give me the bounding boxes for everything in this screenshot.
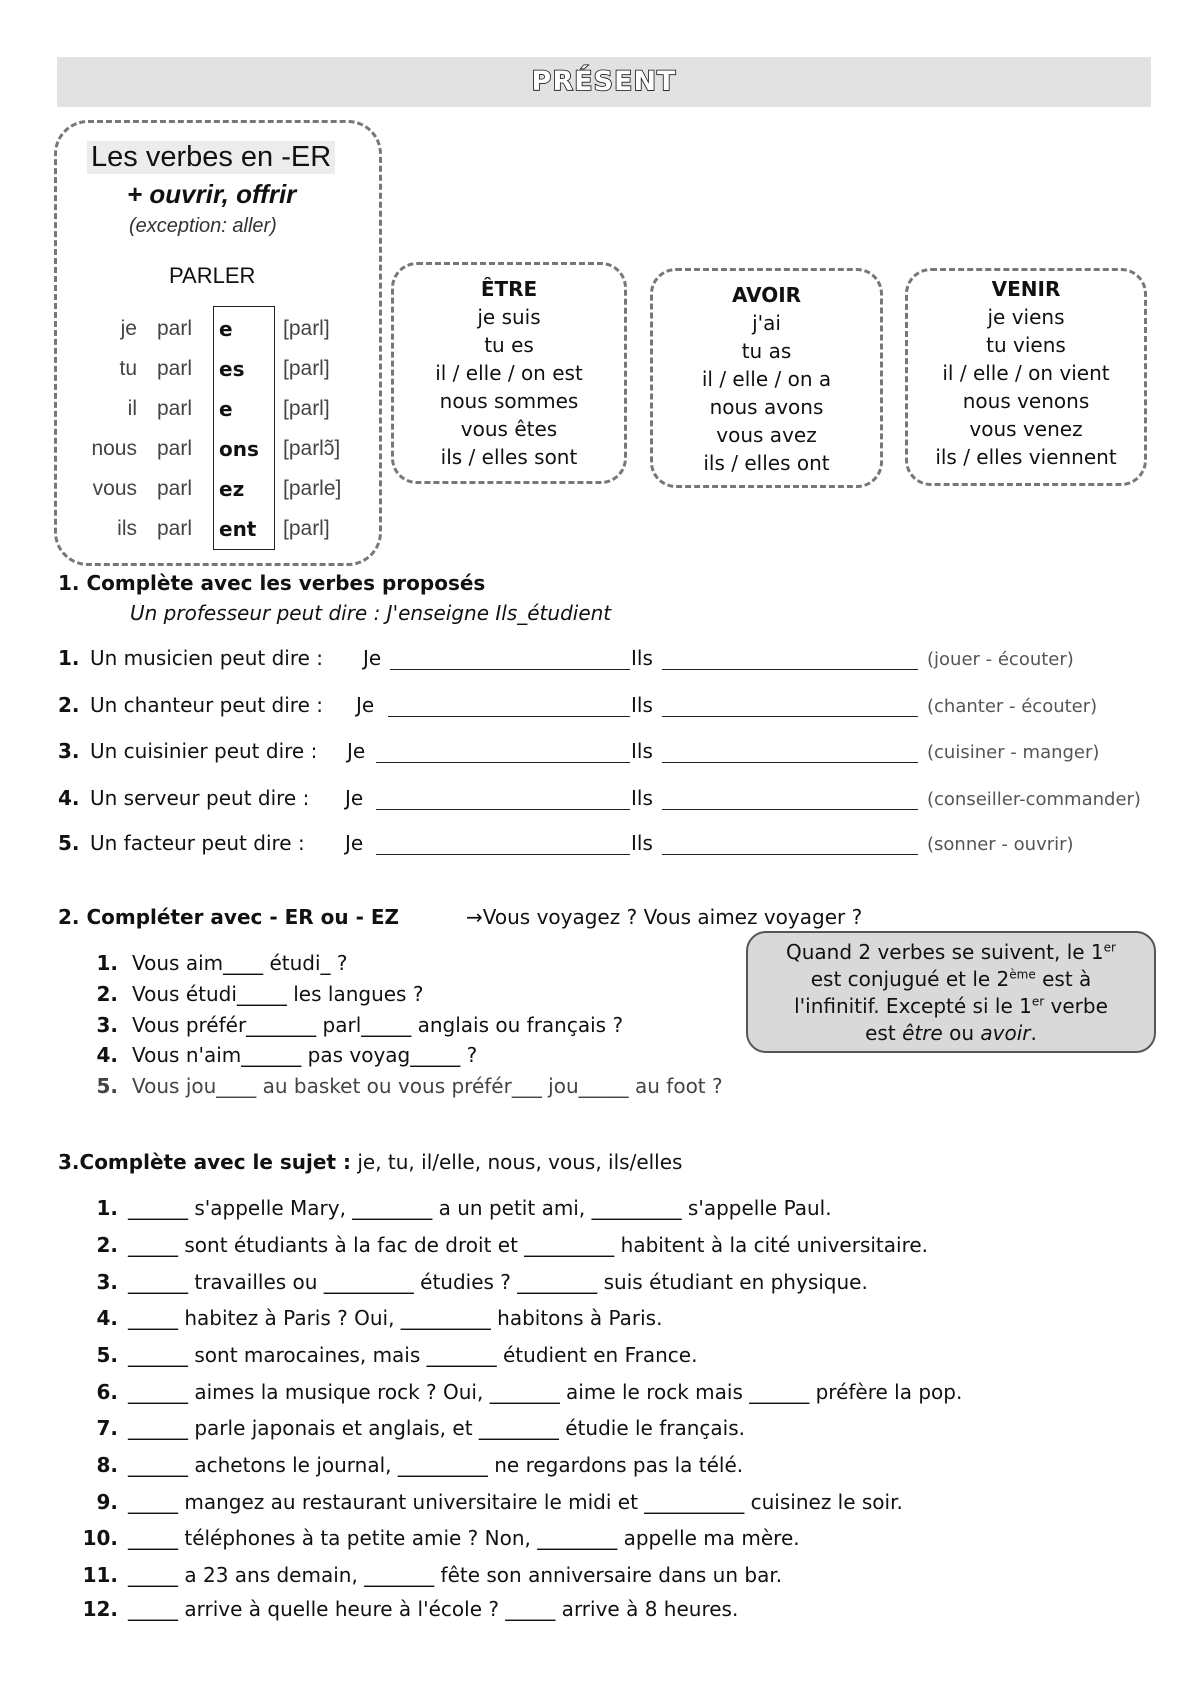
- note-text: Quand 2 verbes se suivent, le 1: [785, 940, 1104, 964]
- er-box-title: Les verbes en -ER: [87, 141, 335, 174]
- ex3-item: _____ mangez au restaurant universitaire le midi et __________ cuisinez le soir.: [128, 1490, 903, 1514]
- ex3-item: ______ sont marocaines, mais _______ étudient en France.: [128, 1343, 698, 1367]
- note-text: est conjugué et le 2: [810, 967, 1010, 991]
- etre-line: il / elle / on est: [435, 361, 583, 385]
- note-text: ou: [942, 1021, 981, 1045]
- ex2-item: Vous aim____ étudi_ ?: [132, 951, 348, 975]
- etre-line: nous sommes: [439, 389, 579, 413]
- item-number: 10.: [82, 1526, 118, 1550]
- title-bar: [57, 57, 1151, 107]
- item-number: 4.: [58, 786, 80, 810]
- ex3-item: ______ aimes la musique rock ? Oui, _______ aime le rock mais ______ préfère la pop.: [128, 1380, 963, 1404]
- item-number: 1.: [58, 646, 80, 670]
- note-text: .: [1030, 1021, 1037, 1045]
- verb-hint: (sonner - ouvrir): [927, 834, 1074, 855]
- avoir-line: tu as: [741, 339, 792, 363]
- conj-ending: e: [219, 317, 233, 341]
- conj-pronunciation: [parl]: [283, 517, 330, 540]
- conjugation-row: [57, 477, 379, 517]
- ex3-item: _____ sont étudiants à la fac de droit et _________ habitent à la cité universitaire.: [128, 1233, 929, 1257]
- note-text: verbe: [1044, 994, 1108, 1018]
- ex3-heading: [58, 1150, 682, 1174]
- conj-pronunciation: [parl]: [283, 357, 330, 380]
- item-text: Un chanteur peut dire :: [90, 693, 323, 717]
- item-number: 7.: [96, 1416, 118, 1440]
- answer-blank[interactable]: [662, 762, 918, 763]
- venir-line: nous venons: [962, 389, 1090, 413]
- item-number: 8.: [96, 1453, 118, 1477]
- item-number: 3.: [96, 1013, 118, 1037]
- ex3-item: _____ a 23 ans demain, _______ fête son anniversaire dans un bar.: [128, 1563, 783, 1587]
- conj-stem: parl: [157, 517, 193, 540]
- ex3-heading-rest: je, tu, il/elle, nous, vous, ils/elles: [350, 1150, 683, 1174]
- ex2-item: Vous étudi_____ les langues ?: [132, 982, 424, 1006]
- er-box-exception: (exception: aller): [129, 215, 277, 237]
- verb-hint: (conseiller-commander): [927, 789, 1141, 810]
- je-label: Je: [347, 739, 366, 763]
- conjugation-row: [57, 517, 379, 557]
- conj-ending: ez: [219, 477, 245, 501]
- verb-hint: (chanter - écouter): [927, 696, 1098, 717]
- item-number: 5.: [96, 1074, 118, 1098]
- item-text: Un serveur peut dire :: [90, 786, 310, 810]
- verb-hint: (jouer - écouter): [927, 649, 1074, 670]
- conj-ending: ons: [219, 437, 259, 461]
- venir-line: il / elle / on vient: [942, 361, 1110, 385]
- avoir-line: vous avez: [716, 423, 817, 447]
- item-text: Un facteur peut dire :: [90, 831, 305, 855]
- etre-box: [391, 262, 627, 484]
- conj-pronunciation: [parlɔ̃]: [283, 437, 341, 460]
- note-text: est: [865, 1021, 903, 1045]
- conjugation-row: [57, 397, 379, 437]
- etre-line: ils / elles sont: [440, 445, 578, 469]
- ex3-item: ______ s'appelle Mary, ________ a un petit ami, _________ s'appelle Paul.: [128, 1196, 832, 1220]
- ex3-item: ______ travailles ou _________ étudies ? ________ suis étudiant en physique.: [128, 1270, 868, 1294]
- answer-blank[interactable]: [662, 669, 918, 670]
- conj-stem: parl: [157, 437, 193, 460]
- item-number: 12.: [82, 1597, 118, 1621]
- avoir-line: j'ai: [752, 311, 781, 335]
- conj-ending: e: [219, 397, 233, 421]
- item-number: 11.: [82, 1563, 118, 1587]
- venir-line: vous venez: [969, 417, 1083, 441]
- conj-stem: parl: [157, 317, 193, 340]
- avoir-line: ils / elles ont: [703, 451, 830, 475]
- venir-line: ils / elles viennent: [935, 445, 1117, 469]
- conj-pronoun: nous: [91, 437, 137, 460]
- item-number: 4.: [96, 1306, 118, 1330]
- conj-pronunciation: [parle]: [283, 477, 342, 500]
- venir-title: VENIR: [991, 277, 1061, 301]
- item-number: 5.: [96, 1343, 118, 1367]
- ils-label: Ils: [631, 786, 653, 810]
- je-label: Je: [356, 693, 375, 717]
- etre-line: je suis: [477, 305, 541, 329]
- conjugation-row: [57, 357, 379, 397]
- ils-label: Ils: [631, 739, 653, 763]
- ex1-example: Un professeur peut dire : J'enseigne Ils_étudient: [130, 601, 612, 625]
- ex3-item: _____ téléphones à ta petite amie ? Non, ________ appelle ma mère.: [128, 1526, 800, 1550]
- ex2-item: Vous jou____ au basket ou vous préfér___ jou_____ au foot ?: [132, 1074, 723, 1098]
- note-text: l'infinitif. Excepté si le 1: [794, 994, 1032, 1018]
- avoir-line: il / elle / on a: [701, 367, 832, 391]
- conj-pronoun: ils: [117, 517, 137, 540]
- answer-blank[interactable]: [662, 809, 918, 810]
- item-number: 3.: [96, 1270, 118, 1294]
- item-number: 5.: [58, 831, 80, 855]
- grammar-note: [746, 931, 1156, 1053]
- item-number: 2.: [96, 982, 118, 1006]
- note-text: avoir: [980, 1021, 1031, 1045]
- item-number: 3.: [58, 739, 80, 763]
- item-number: 1.: [96, 951, 118, 975]
- answer-blank[interactable]: [376, 809, 630, 810]
- venir-line: tu viens: [986, 333, 1066, 357]
- conj-ending: es: [219, 357, 245, 381]
- conj-pronoun: je: [120, 317, 137, 340]
- conj-pronoun: tu: [119, 357, 137, 380]
- etre-line: tu es: [484, 333, 534, 357]
- avoir-line: nous avons: [709, 395, 824, 419]
- answer-blank[interactable]: [662, 716, 918, 717]
- note-sup: er: [1103, 940, 1116, 955]
- conj-stem: parl: [157, 357, 193, 380]
- ils-label: Ils: [631, 693, 653, 717]
- conjugation-row: [57, 317, 379, 357]
- item-number: 2.: [58, 693, 80, 717]
- conj-pronunciation: [parl]: [283, 397, 330, 420]
- item-number: 9.: [96, 1490, 118, 1514]
- ex2-example: →Vous voyagez ? Vous aimez voyager ?: [466, 905, 863, 929]
- note-text: est à: [1035, 967, 1092, 991]
- note-sup: er: [1031, 994, 1045, 1009]
- note-sup: ème: [1009, 967, 1036, 982]
- ex2-item: Vous préfér_______ parl_____ anglais ou français ?: [132, 1013, 624, 1037]
- item-text: Un cuisinier peut dire :: [90, 739, 318, 763]
- conjugation-row: [57, 437, 379, 477]
- conj-stem: parl: [157, 397, 193, 420]
- ex2-item: Vous n'aim______ pas voyag_____ ?: [132, 1043, 478, 1067]
- answer-blank[interactable]: [388, 716, 630, 717]
- ex3-item: _____ arrive à quelle heure à l'école ? _____ arrive à 8 heures.: [128, 1597, 739, 1621]
- er-verbs-box: [54, 120, 382, 566]
- ex3-heading-bold: 3.Complète avec le sujet :: [58, 1150, 351, 1174]
- venir-line: je viens: [987, 305, 1065, 329]
- conj-pronoun: il: [127, 397, 137, 420]
- note-text: être: [902, 1021, 943, 1045]
- ils-label: Ils: [631, 646, 653, 670]
- ex3-item: ______ parle japonais et anglais, et ________ étudie le français.: [128, 1416, 745, 1440]
- answer-blank[interactable]: [376, 762, 630, 763]
- page-title: PRÉSENT: [531, 66, 677, 97]
- item-number: 4.: [96, 1043, 118, 1067]
- er-box-verb: PARLER: [169, 263, 256, 288]
- item-number: 2.: [96, 1233, 118, 1257]
- conj-stem: parl: [157, 477, 193, 500]
- conj-pronunciation: [parl]: [283, 317, 330, 340]
- item-number: 1.: [96, 1196, 118, 1220]
- ils-label: Ils: [631, 831, 653, 855]
- er-box-extra: + ouvrir, offrir: [127, 179, 297, 209]
- ex3-item: _____ habitez à Paris ? Oui, _________ habitons à Paris.: [128, 1306, 663, 1330]
- avoir-box: [650, 268, 883, 488]
- avoir-title: AVOIR: [731, 283, 802, 307]
- answer-blank[interactable]: [662, 854, 918, 855]
- ex1-heading: 1. Complète avec les verbes proposés: [58, 571, 486, 595]
- etre-title: ÊTRE: [480, 277, 538, 301]
- conj-pronoun: vous: [92, 477, 137, 500]
- je-label: Je: [363, 646, 382, 670]
- verb-hint: (cuisiner - manger): [927, 742, 1100, 763]
- answer-blank[interactable]: [376, 854, 630, 855]
- etre-line: vous êtes: [460, 417, 558, 441]
- item-number: 6.: [96, 1380, 118, 1404]
- je-label: Je: [345, 786, 364, 810]
- ex3-item: ______ achetons le journal, _________ ne regardons pas la télé.: [128, 1453, 744, 1477]
- conj-ending: ent: [219, 517, 257, 541]
- ex2-heading: 2. Compléter avec - ER ou - EZ: [58, 905, 399, 929]
- je-label: Je: [345, 831, 364, 855]
- venir-box: [905, 268, 1147, 486]
- item-text: Un musicien peut dire :: [90, 646, 324, 670]
- answer-blank[interactable]: [390, 669, 630, 670]
